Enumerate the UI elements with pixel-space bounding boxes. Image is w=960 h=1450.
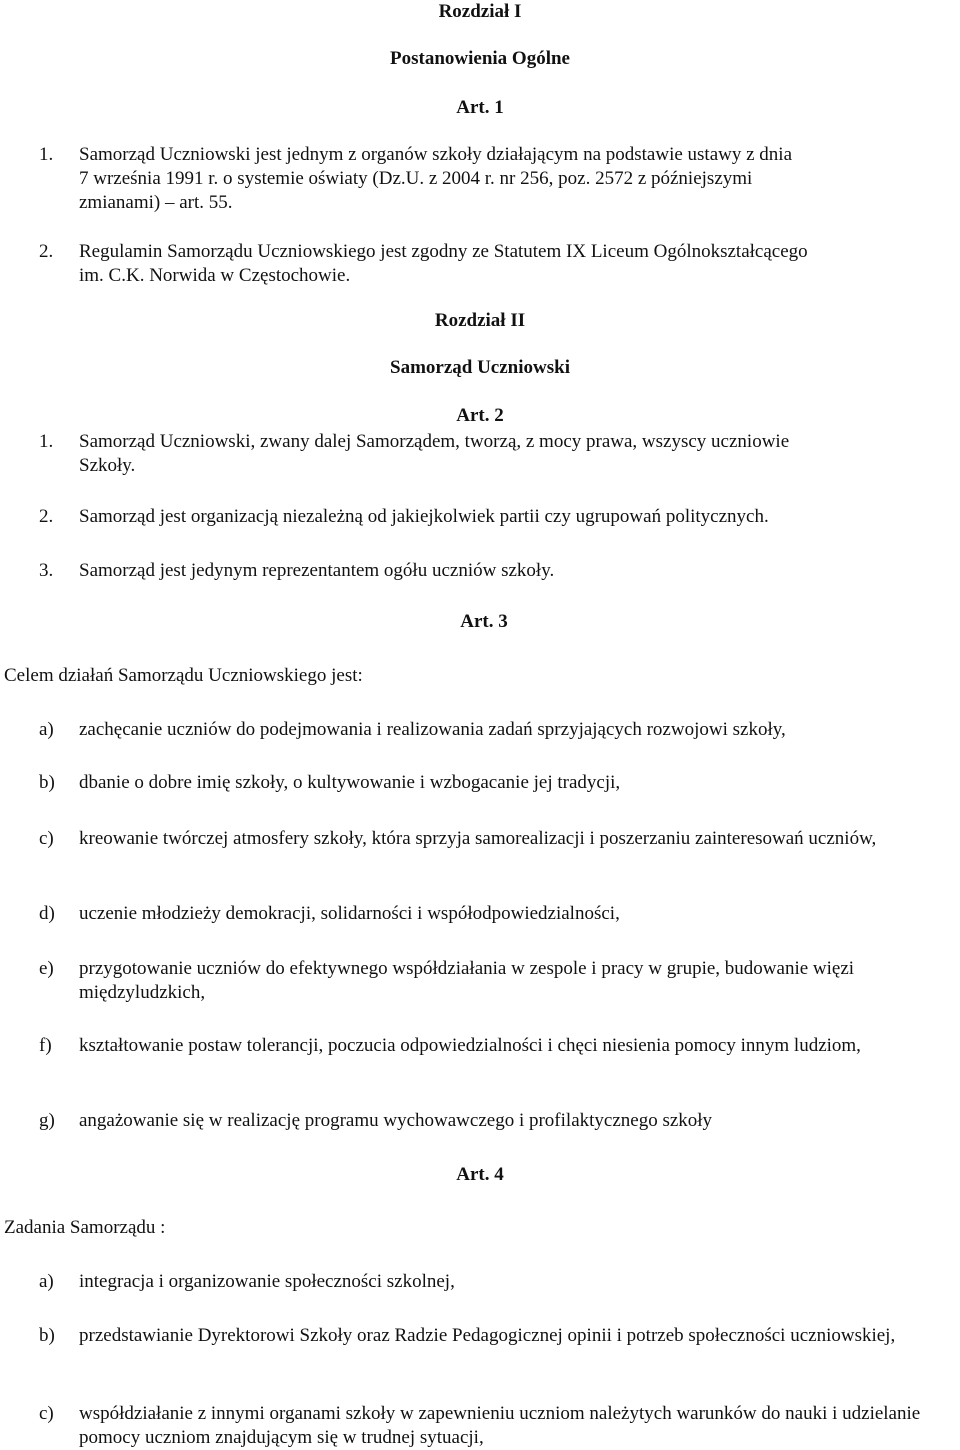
item-text: Samorząd Uczniowski jest jednym z organów szkoły działającym na podstawie ustawy z dnia 7 września 1991 r. o systemie oświaty (Dz.U. z 2004 r. nr 256, poz. 2572 z późniejszymi zmianami) – art. 55. (79, 144, 793, 213)
item-text: kształtowanie postaw tolerancji, poczucia odpowiedzialności i chęci niesienia pomocy innym ludziom, (79, 1035, 861, 1056)
item-letter: e) (39, 958, 54, 979)
item-text: zachęcanie uczniów do podejmowania i realizowania zadań sprzyjających rozwojowi szkoły, (79, 719, 786, 740)
chapter-2-subtitle: Samorząd Uczniowski (390, 357, 570, 378)
item-letter: b) (39, 772, 55, 793)
item-text: kreowanie twórczej atmosfery szkoły, która sprzyja samorealizacji i poszerzaniu zainteresowań uczniów, (79, 828, 877, 849)
item-letter: a) (39, 719, 54, 740)
item-letter: b) (39, 1325, 55, 1346)
article-2-heading: Art. 2 (456, 405, 504, 426)
item-text: Samorząd Uczniowski, zwany dalej Samorządem, tworzą, z mocy prawa, wszyscy uczniowie Szkoły. (79, 431, 790, 476)
article-4-intro: Zadania Samorządu : (4, 1217, 166, 1238)
chapter-2-title: Rozdział II (434, 310, 526, 331)
chapter-1-subtitle: Postanowienia Ogólne (390, 48, 570, 69)
item-letter: d) (39, 903, 55, 924)
item-number: 3. (39, 560, 54, 581)
item-letter: a) (39, 1271, 54, 1292)
item-number: 1. (39, 144, 54, 165)
chapter-1-title: Rozdział I (438, 1, 522, 22)
item-number: 2. (39, 241, 54, 262)
item-text: Samorząd jest jedynym reprezentantem ogółu uczniów szkoły. (79, 560, 555, 581)
item-letter: f) (39, 1035, 52, 1056)
item-text: współdziałanie z innymi organami szkoły w zapewnieniu uczniom należytych warunków do nauki i udzielanie pomocy uczniom znajdującym się w trudnej sytuacji, (79, 1403, 921, 1448)
item-number: 1. (39, 431, 54, 452)
article-1-heading: Art. 1 (456, 97, 504, 118)
item-text: przedstawianie Dyrektorowi Szkoły oraz Radzie Pedagogicznej opinii i potrzeb społeczności uczniowskiej, (79, 1325, 896, 1346)
item-text: angażowanie się w realizację programu wychowawczego i profilaktycznego szkoły (79, 1110, 713, 1131)
item-text: dbanie o dobre imię szkoły, o kultywowanie i wzbogacanie jej tradycji, (79, 772, 621, 793)
item-number: 2. (39, 506, 54, 527)
article-3-intro: Celem działań Samorządu Uczniowskiego jest: (4, 665, 363, 686)
item-letter: c) (39, 828, 54, 849)
article-3-heading: Art. 3 (460, 611, 508, 632)
item-text: Regulamin Samorządu Uczniowskiego jest zgodny ze Statutem IX Liceum Ogólnokształcącego im. C.K. Norwida w Częstochowie. (79, 241, 808, 286)
item-text: przygotowanie uczniów do efektywnego współdziałania w zespole i pracy w grupie, budowanie więzi międzyludzkich, (79, 958, 855, 1003)
item-text: Samorząd jest organizacją niezależną od jakiejkolwiek partii czy ugrupowań politycznych. (79, 506, 769, 527)
item-letter: g) (39, 1110, 55, 1131)
item-letter: c) (39, 1403, 54, 1424)
item-text: integracja i organizowanie społeczności szkolnej, (79, 1271, 455, 1292)
article-4-heading: Art. 4 (456, 1164, 504, 1185)
item-text: uczenie młodzieży demokracji, solidarności i współodpowiedzialności, (79, 903, 620, 924)
